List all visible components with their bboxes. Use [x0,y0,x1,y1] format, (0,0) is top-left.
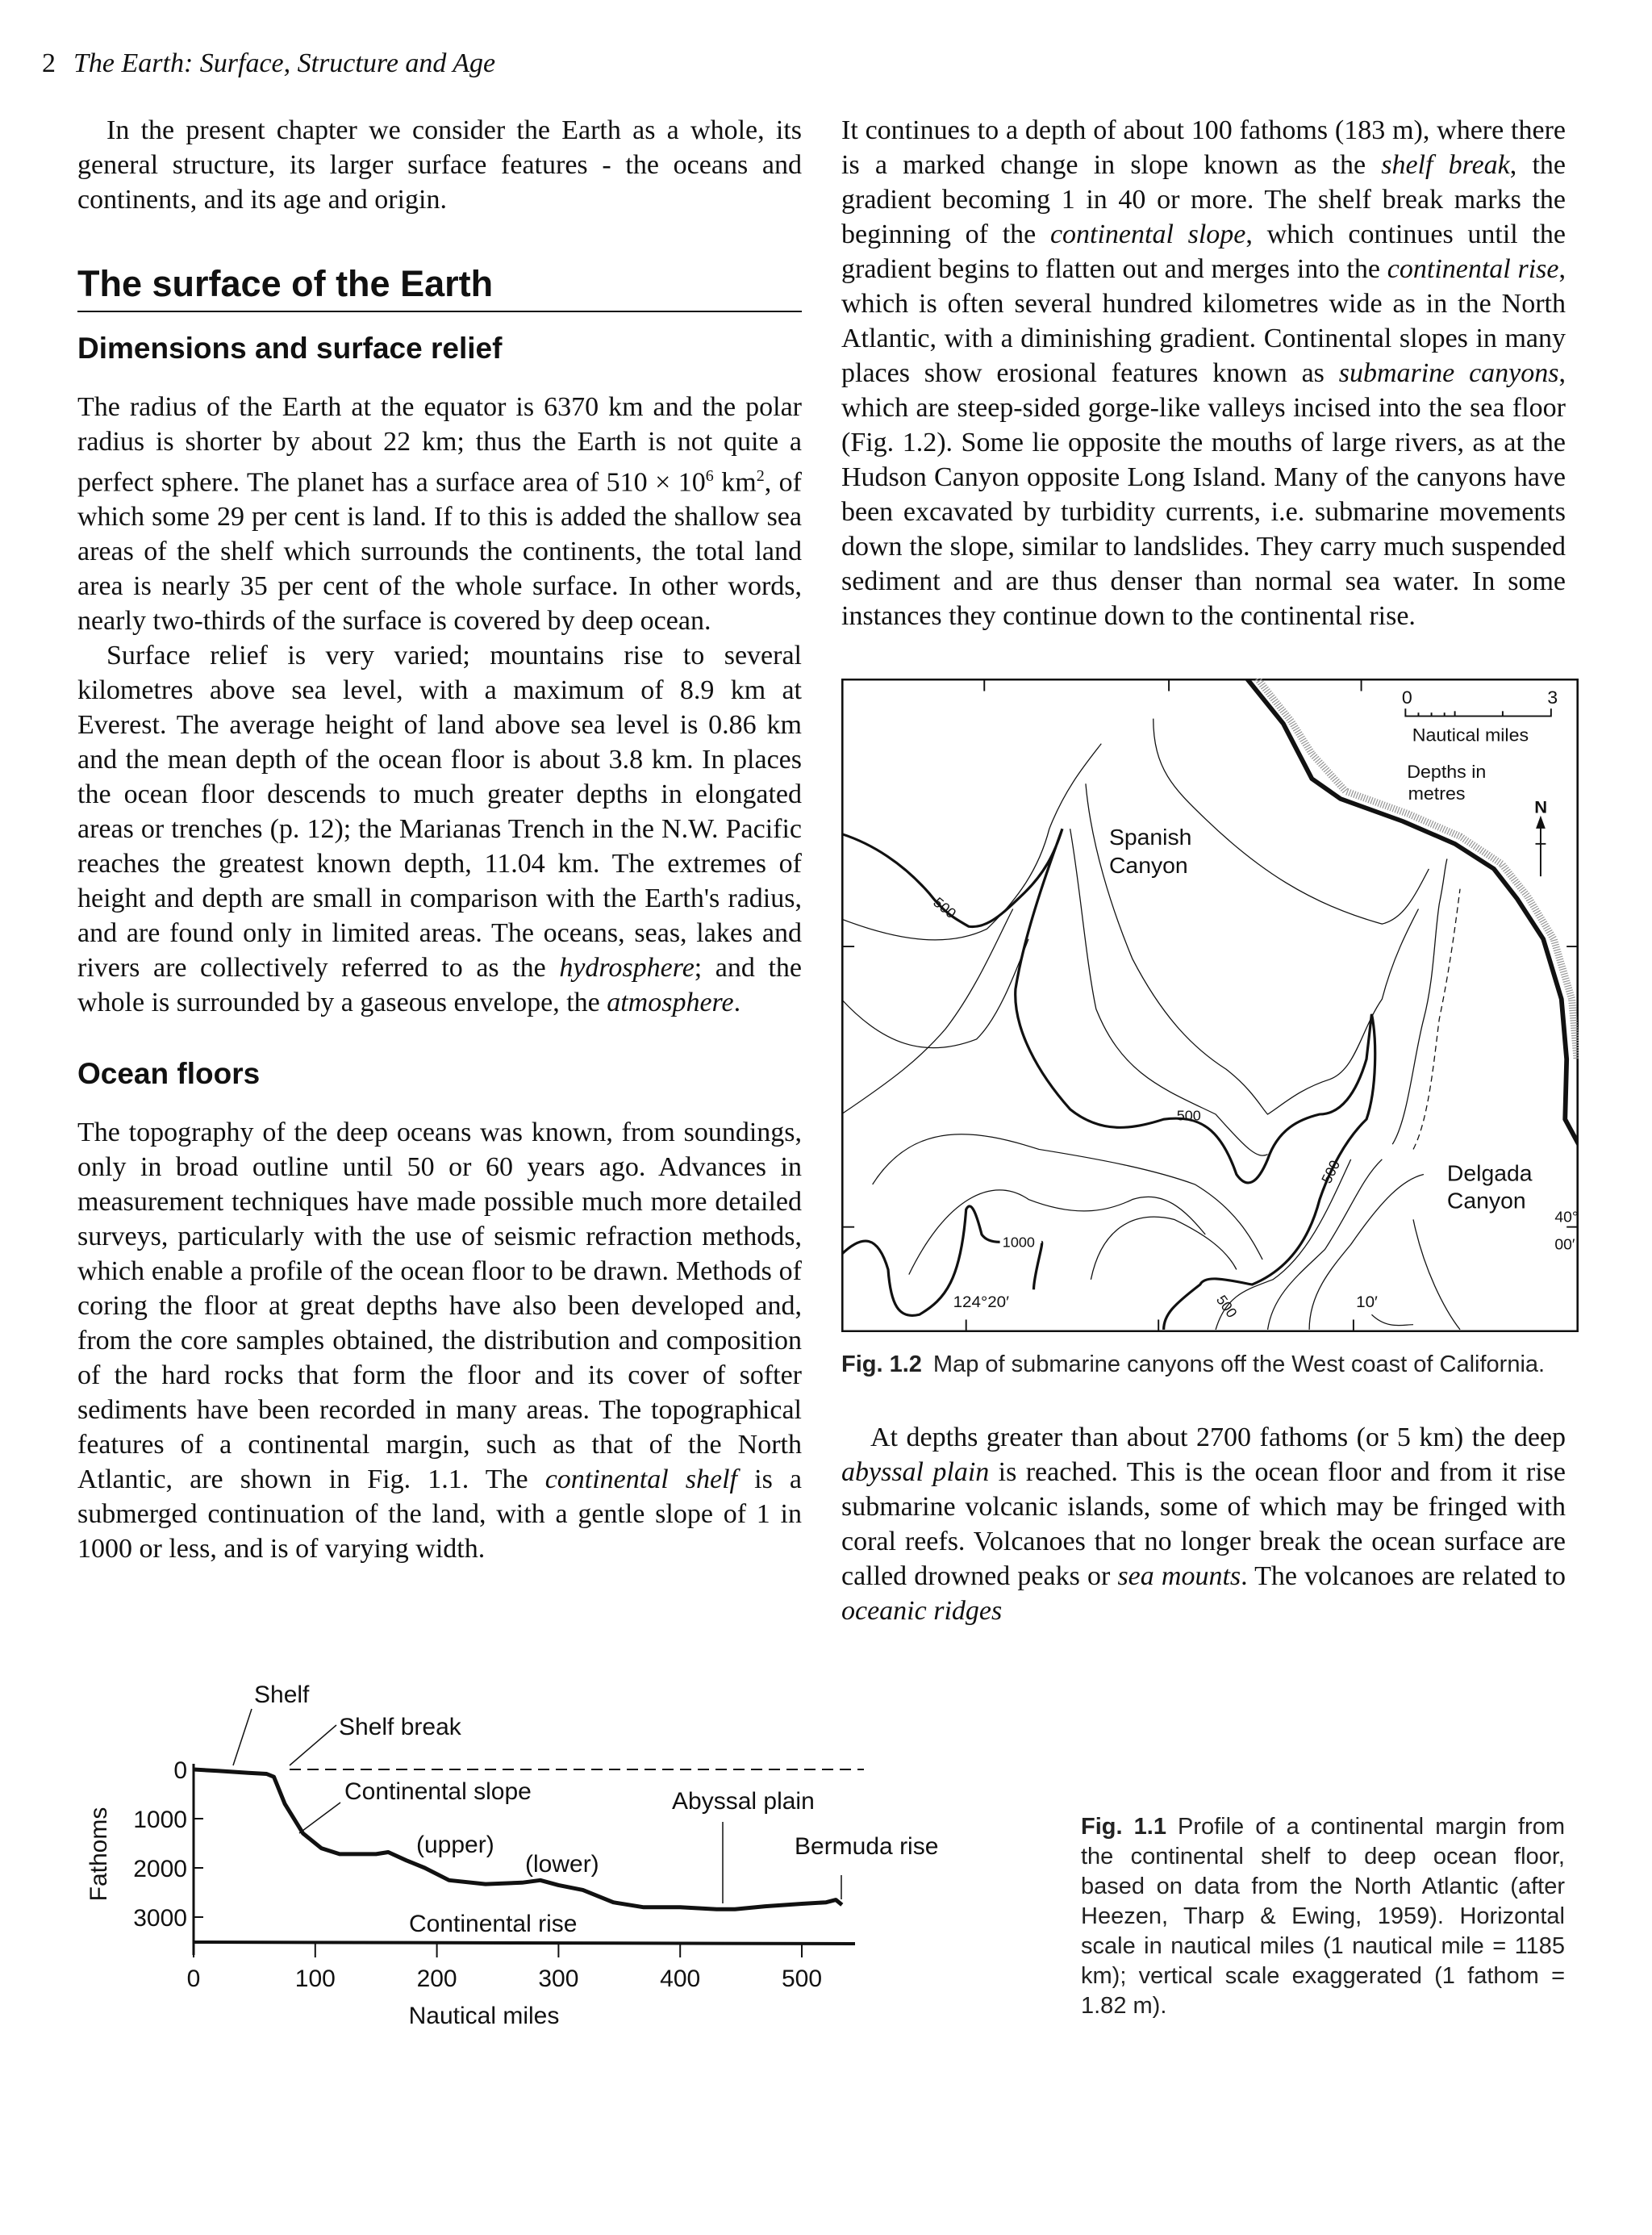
x-tick-label: 300 [538,1966,579,1992]
x-tick-label: 400 [660,1966,701,1992]
contour-label: 500 [930,894,960,921]
right-column-text-2 [841,1420,1566,1628]
x-tick-label: 200 [416,1966,457,1992]
x-tick-label: 500 [781,1966,823,1992]
text-segment: , of which some 29 per cent is land. If to this is added the shallow sea areas of the shelf which surrounds the continents, the total land area is nearly 35 per cent of the whole surface. In other words, nearly two-thirds of the surface is covered by deep ocean. [77,467,802,637]
paragraph [841,113,1566,633]
text-segment: continental shelf [544,1464,737,1495]
latitude-label: 00′ [1554,1236,1575,1254]
left-column [77,113,802,1628]
annotation-abyssal-plain: Abyssal plain [672,1788,815,1815]
paragraph [77,638,802,1020]
y-tick-label: 3000 [133,1905,187,1932]
text-segment: sea mounts [1117,1561,1241,1591]
right-column-text [841,113,1566,633]
dimensions-text [77,390,802,1020]
annotation-shelf: Shelf [254,1681,310,1708]
scale-bar [1405,708,1550,716]
north-label: N [1534,797,1548,817]
y-tick-label: 2000 [133,1856,187,1882]
depth-note: metres [1408,783,1466,804]
y-axis-label: Fathoms [86,1807,112,1902]
x-tick-label: 0 [186,1966,201,1992]
fig-1-2-caption [841,1350,1567,1380]
paragraph [841,1420,1566,1628]
annotation-lower: (lower) [525,1851,599,1878]
text-segment: ; and the whole is surrounded by a gaseous envelope, the [77,953,802,1018]
continental-margin-profile-chart [48,1661,1000,2064]
intro-text [77,113,802,217]
intro-paragraph: In the present chapter we consider the Earth as a whole, its general structure, its larger surface features - the oceans and continents, and its age and origin. [77,115,802,215]
text-segment: km [713,467,757,498]
text-segment: Map of submarine canyons off the West coast of California. [932,1351,1546,1377]
text-segment: , which continues until the gradient begins to flatten out and merges into the [841,219,1566,284]
section-heading: The surface of the Earth [77,262,802,312]
text-segment: hydrosphere [559,953,695,984]
x-axis [194,1942,855,1944]
submarine-canyon-map [841,679,1579,1332]
subsection-heading-ocean-floors: Ocean floors [77,1057,261,1091]
text-segment: continental rise [1387,254,1559,284]
contour-label: 1000 [1002,1234,1035,1251]
annotation-bermuda-rise: Bermuda rise [795,1833,939,1860]
text-segment: submarine canyons [1338,358,1559,388]
y-tick-label: 0 [173,1757,187,1784]
text-segment: Profile of a continental margin from the continental shelf to deep ocean floor, based on data from the North Atlantic (after Heezen, Tharp & Ewing, 1959). Horizontal scale in nautical miles (1 nautical mile = 1185 km); vertical scale exaggerated (1 fathom = 1.82 m). [1081,1814,1565,2019]
text-segment: oceanic ridges [841,1596,1003,1626]
text-segment: Surface relief is very varied; mountains rise to several kilometres above sea level, with a maximum of 8.9 km at Everest. The average height of land above sea level is 0.86 km and the mean depth of the ocean floor is about 3.8 km. In places the ocean floor descends to much greater depths in elongated areas or trenches (p. 12); the Marianas Trench in the N.W. Pacific reaches the greatest known depth, 11.04 km. The extremes of height and depth are small in comparison with the Earth's radius, and are found only in limited areas. The oceans, seas, lakes and rivers are collectively referred to as the [77,641,802,984]
paragraph [77,1115,802,1566]
scale-unit-label: Nautical miles [1412,724,1529,746]
latitude-label: 40° [1554,1209,1579,1226]
text-segment: , the gradient becoming 1 in 40 or more. The shelf break marks the beginning of the [841,150,1566,249]
spanish-canyon-label: Spanish [1108,825,1192,850]
text-segment: is reached. This is the ocean floor and from it rise submarine volcanic islands, some of which may be fringed with coral reefs. Volcanoes that no longer break the ocean surface are called drowned peaks or [841,1457,1566,1591]
spanish-canyon-label: Canyon [1108,853,1188,878]
north-arrow-icon [1536,818,1546,877]
annotation-continental-rise: Continental rise [409,1911,578,1937]
text-segment: , which are steep-sided gorge-like valleys incised into the sea floor (Fig. 1.2). Some lie opposite the mouths of large rivers, as at the Hudson Canyon opposite Long Island. Many of the canyons have been excavated by turbidity currents, i.e. submarine movements down the slope, similar to landslides. They carry much suspended sediment and are thus denser than normal sea water. In some instances they continue down to the continental rise. [841,358,1566,631]
text-segment: 2 [756,467,765,485]
text-segment: Fig. 1.1 [1081,1814,1166,1840]
y-tick-label: 1000 [133,1807,187,1833]
x-axis-label: Nautical miles [408,2003,560,2029]
text-segment: 6 [705,467,714,485]
contour-label: 500 [1212,1292,1241,1321]
longitude-label: 124°20′ [953,1293,1010,1311]
text-segment: abyssal plain [841,1457,990,1487]
page-number: 2 [42,48,56,78]
contour-500-west [841,829,1375,1330]
annotation-upper: (upper) [416,1832,494,1858]
text-segment: , which is often several hundred kilometres wide as in the North Atlantic, with a diminishing gradient. Continental slopes in many places show erosional features known as [841,254,1566,388]
subsection-heading-dimensions: Dimensions and surface relief [77,332,503,365]
annotation-continental-slope: Continental slope [344,1778,532,1805]
text-segment: . The volcanoes are related to [1241,1561,1566,1591]
delgada-canyon-label: Canyon [1446,1189,1526,1214]
text-segment: is a submerged continuation of the land, with a gentle slope of 1 in 1000 or less, and is of varying width. [77,1464,803,1564]
running-title: The Earth: Surface, Structure and Age [73,48,496,78]
text-segment: The radius of the Earth at the equator is 6370 km and the polar radius is shorter by about 22 km; thus the Earth is not quite a perfect sphere. The planet has a surface area of 510 × 10 [77,392,802,498]
text-segment: . [733,988,741,1018]
scale-start-label: 0 [1401,687,1412,708]
text-segment: continental slope [1049,219,1246,249]
text-segment: It continues to a depth of about 100 fathoms (183 m), where there is a marked change in slope known as the [841,115,1566,180]
text-segment: shelf break [1381,150,1510,180]
depth-note: Depths in [1407,761,1487,782]
text-segment: Fig. 1.2 [841,1351,922,1377]
right-column [841,113,1579,1628]
figure-1-1-section [0,1661,1652,2080]
contour-label: 500 [1176,1107,1201,1124]
fig-1-1-caption [1081,1812,1565,2021]
annotation-shelf-break: Shelf break [339,1714,461,1740]
x-tick-label: 100 [294,1966,336,1992]
text-segment: The topography of the deep oceans was known, from soundings, only in broad outline until 50 or 60 years ago. Advances in measurement techniques have made possible much more detailed surveys, particularly with the use of seismic refraction methods, which enable a profile of the ocean floor to be drawn. Methods of coring the floor at great depths have also been developed and, from the core samples obtained, the distribution and composition of the hard rocks that form the floor and its cover of softer sediments have been recorded in many areas. The topographical features of a continental margin, such as that of the North Atlantic, are shown in Fig. 1.1. The [77,1118,802,1495]
text-segment: atmosphere [607,988,734,1018]
scale-end-label: 3 [1547,687,1558,708]
longitude-label: 10′ [1356,1293,1378,1311]
ocean-floors-text [77,1115,802,1566]
paragraph [77,390,802,638]
text-segment: At depths greater than about 2700 fathoms (or 5 km) the deep [870,1422,1566,1452]
delgada-canyon-label: Delgada [1446,1161,1533,1186]
contour-label: 500 [1318,1157,1344,1186]
